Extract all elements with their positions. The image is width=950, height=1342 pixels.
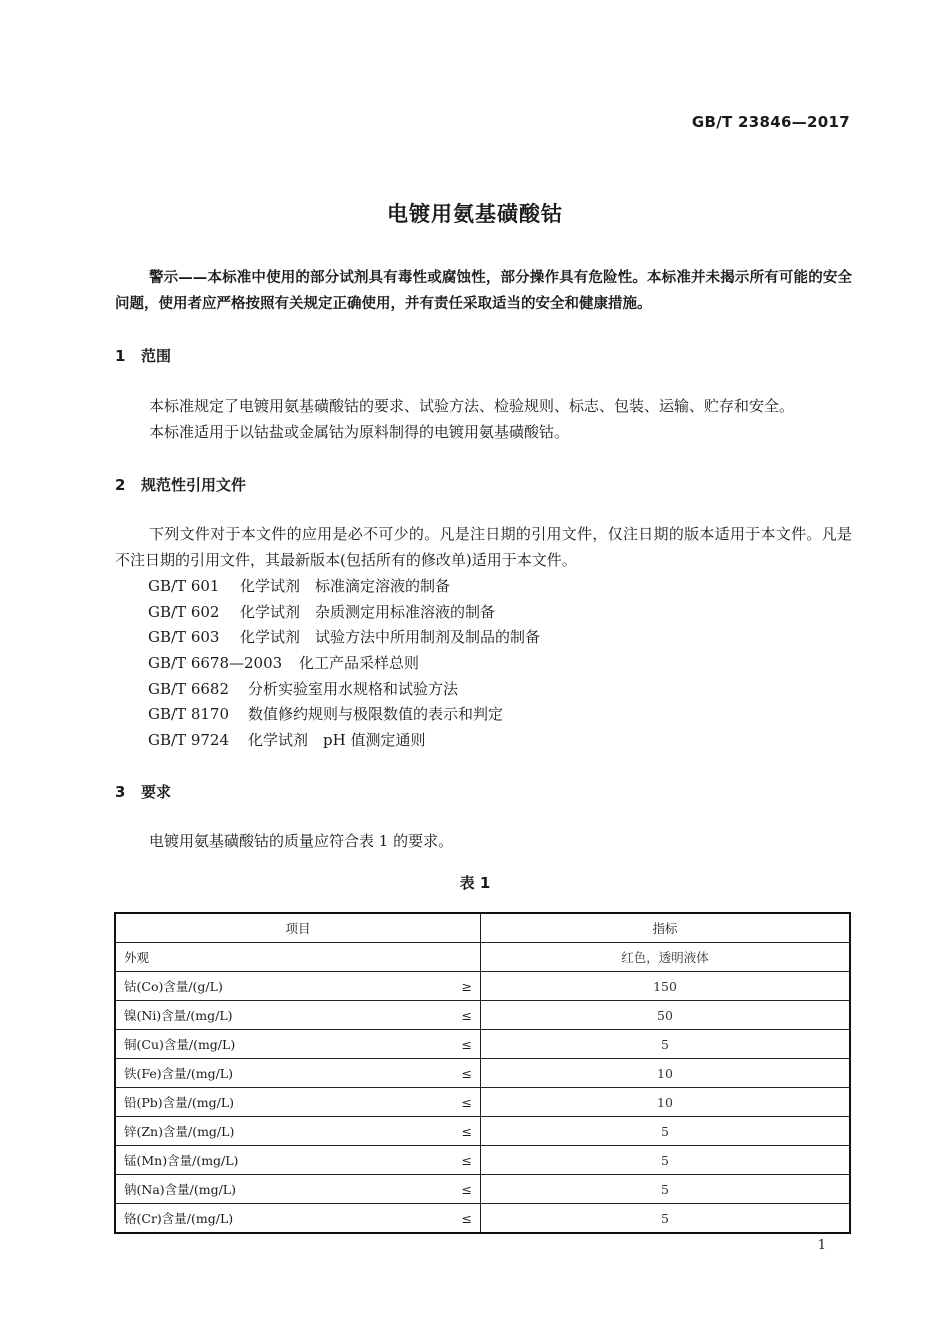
section-number: 1 <box>115 347 126 365</box>
standard-code: GB/T 23846—2017 <box>691 113 850 131</box>
value-cell: 5 <box>481 1030 851 1059</box>
item-cell <box>115 972 481 1001</box>
item-label: 铁(Fe)含量/(mg/L) <box>124 1066 233 1081</box>
table-row <box>115 1059 850 1088</box>
reference-code: GB/T 9724 <box>148 731 230 749</box>
section-2-heading <box>115 474 246 495</box>
section-1-heading <box>115 345 171 366</box>
column-header-value: 指标 <box>481 913 851 943</box>
reference-item <box>148 676 458 702</box>
reference-title: 数值修约规则与极限数值的表示和判定 <box>248 705 504 723</box>
reference-code: GB/T 603 <box>148 628 220 646</box>
limit-operator: ≤ <box>461 1094 472 1110</box>
item-label: 钴(Co)含量/(g/L) <box>124 979 223 994</box>
limit-operator: ≤ <box>461 1181 472 1197</box>
section-title: 规范性引用文件 <box>141 476 247 494</box>
warning-text: 警示——本标准中使用的部分试剂具有毒性或腐蚀性，部分操作具有危险性。本标准并未揭示所有可能的安全问题，使用者应严格按照有关规定正确使用，并有责任采取适当的安全和健康措施。 <box>115 270 852 312</box>
item-label: 外观 <box>124 950 150 965</box>
reference-title: 化学试剂 标准滴定溶液的制备 <box>240 577 451 595</box>
value-cell: 红色，透明液体 <box>481 943 851 972</box>
reference-code: GB/T 8170 <box>148 705 230 723</box>
item-label: 镍(Ni)含量/(mg/L) <box>124 1008 233 1023</box>
item-label: 铬(Cr)含量/(mg/L) <box>124 1211 234 1226</box>
column-header-item: 项目 <box>115 913 481 943</box>
section-title: 要求 <box>141 783 172 801</box>
value-cell: 10 <box>481 1059 851 1088</box>
item-cell <box>115 1117 481 1146</box>
limit-operator: ≤ <box>461 1210 472 1226</box>
references-intro: 下列文件对于本文件的应用是必不可少的。凡是注日期的引用文件，仅注日期的版本适用于本文件。凡是不注日期的引用文件，其最新版本(包括所有的修改单)适用于本文件。 <box>115 525 852 569</box>
page-number: 1 <box>817 1238 826 1253</box>
section-number: 3 <box>115 783 126 801</box>
table-row <box>115 1001 850 1030</box>
value-cell: 5 <box>481 1204 851 1234</box>
reference-item <box>148 701 503 727</box>
item-label: 铜(Cu)含量/(mg/L) <box>124 1037 236 1052</box>
value-cell: 5 <box>481 1146 851 1175</box>
item-cell <box>115 1175 481 1204</box>
reference-title: 化工产品采样总则 <box>299 654 420 672</box>
table-row <box>115 1204 850 1234</box>
table-row <box>115 1088 850 1117</box>
reference-item <box>148 624 540 650</box>
reference-item <box>148 727 425 753</box>
item-cell <box>115 1030 481 1059</box>
scope-paragraph: 本标准适用于以钴盐或金属钴为原料制得的电镀用氨基磺酸钴。 <box>149 423 570 441</box>
reference-item <box>148 573 450 599</box>
table-row <box>115 1146 850 1175</box>
item-cell <box>115 1146 481 1175</box>
reference-title: 化学试剂 杂质测定用标准溶液的制备 <box>240 603 496 621</box>
limit-operator: ≥ <box>461 978 472 994</box>
value-cell: 150 <box>481 972 851 1001</box>
value-cell: 10 <box>481 1088 851 1117</box>
item-label: 钠(Na)含量/(mg/L) <box>124 1182 236 1197</box>
limit-operator: ≤ <box>461 1036 472 1052</box>
table-caption: 表 1 <box>459 874 491 892</box>
scope-paragraph: 本标准规定了电镀用氨基磺酸钴的要求、试验方法、检验规则、标志、包装、运输、贮存和安全。 <box>149 397 795 415</box>
document-title: 电镀用氨基磺酸钴 <box>387 202 563 226</box>
requirements-table <box>114 912 851 1234</box>
item-cell <box>115 1059 481 1088</box>
table-row <box>115 1030 850 1059</box>
table-header-row <box>115 913 850 943</box>
item-cell <box>115 1204 481 1234</box>
value-cell: 5 <box>481 1175 851 1204</box>
requirements-paragraph: 电镀用氨基磺酸钴的质量应符合表 1 的要求。 <box>149 832 454 850</box>
reference-item <box>148 650 419 676</box>
limit-operator: ≤ <box>461 1123 472 1139</box>
section-number: 2 <box>115 476 126 494</box>
item-cell <box>115 943 481 972</box>
reference-title: 化学试剂 pH 值测定通则 <box>248 731 426 749</box>
item-cell <box>115 1001 481 1030</box>
section-3-heading <box>115 781 171 802</box>
item-cell <box>115 1088 481 1117</box>
table-row <box>115 1175 850 1204</box>
reference-item <box>148 599 495 625</box>
section-title: 范围 <box>141 347 172 365</box>
item-label: 锌(Zn)含量/(mg/L) <box>124 1124 235 1139</box>
reference-title: 化学试剂 试验方法中所用制剂及制品的制备 <box>240 628 541 646</box>
table-row <box>115 972 850 1001</box>
reference-title: 分析实验室用水规格和试验方法 <box>248 680 459 698</box>
reference-code: GB/T 602 <box>148 603 220 621</box>
reference-code: GB/T 601 <box>148 577 220 595</box>
value-cell: 50 <box>481 1001 851 1030</box>
reference-code: GB/T 6682 <box>148 680 230 698</box>
table-row <box>115 1117 850 1146</box>
item-label: 铅(Pb)含量/(mg/L) <box>124 1095 234 1110</box>
item-label: 锰(Mn)含量/(mg/L) <box>124 1153 239 1168</box>
reference-code: GB/T 6678—2003 <box>148 654 283 672</box>
limit-operator: ≤ <box>461 1152 472 1168</box>
limit-operator: ≤ <box>461 1007 472 1023</box>
value-cell: 5 <box>481 1117 851 1146</box>
limit-operator: ≤ <box>461 1065 472 1081</box>
table-row <box>115 943 850 972</box>
